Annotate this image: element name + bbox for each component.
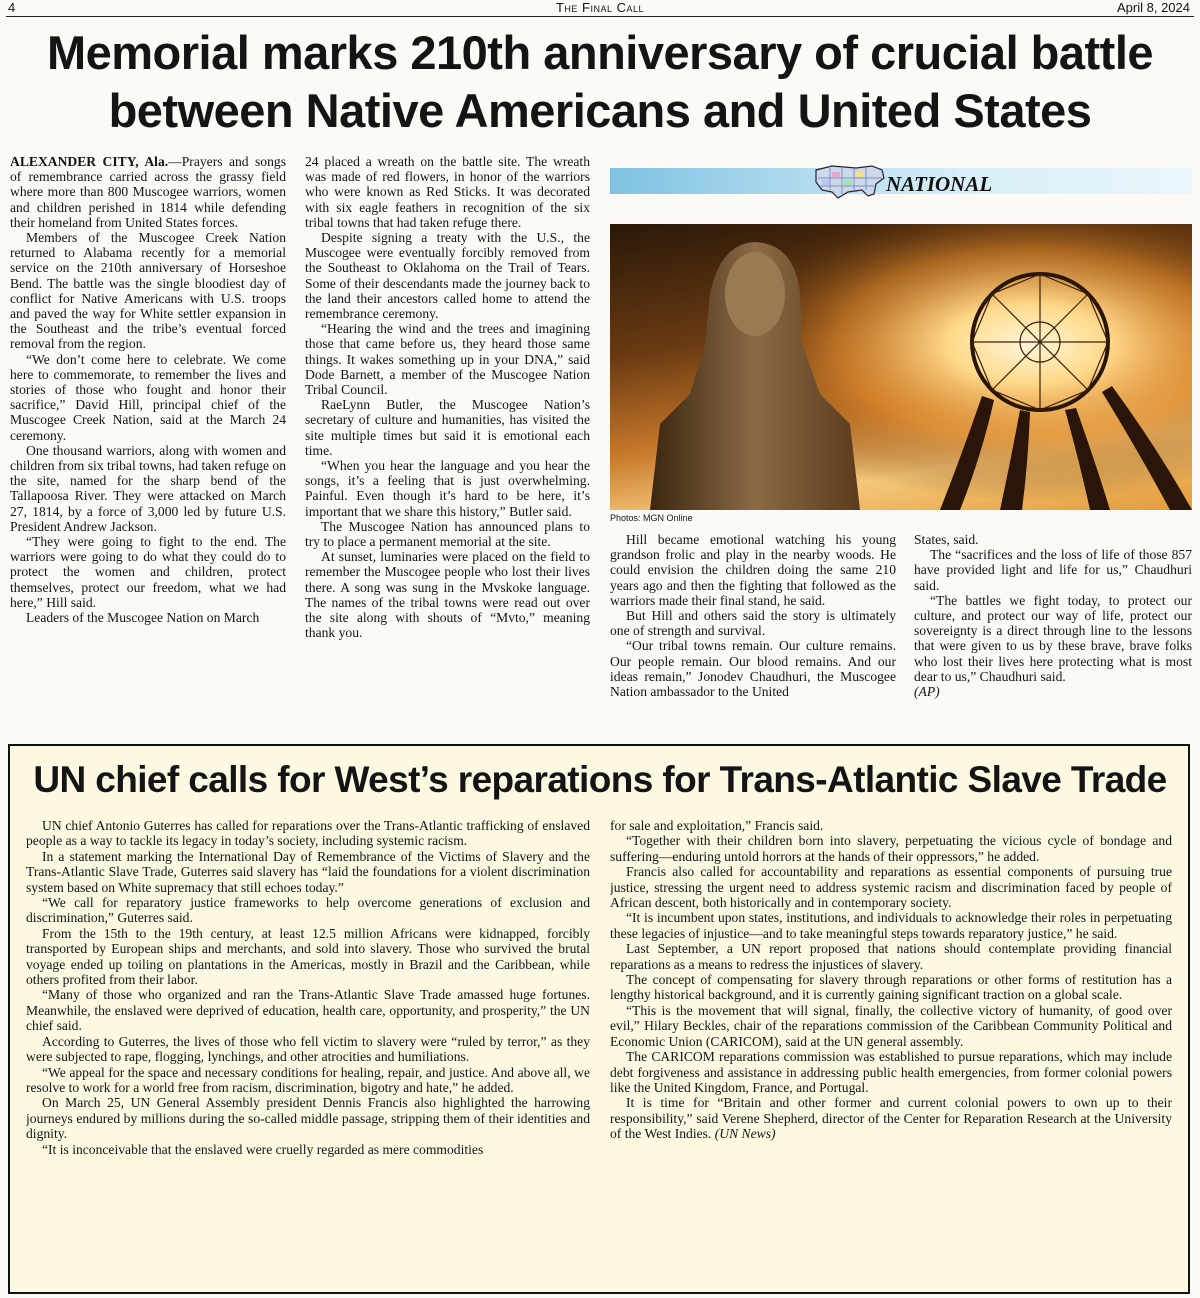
page-number: 4 — [8, 0, 16, 15]
story1-headline-line1: Memorial marks 210th anniversary of crucial battle — [46, 26, 1154, 79]
story1-col4-para: The “sacrifices and the loss of life of those 857 have provided light and life for us,” Chaudhuri said. — [914, 547, 1192, 593]
running-header — [6, 0, 1194, 17]
story2-col2-para: Last September, a UN report proposed that nations should contemplate providing financial reparations as a means to redress the injustices of slavery. — [610, 941, 1172, 972]
story1-column-1 — [10, 154, 286, 734]
issue-date: April 8, 2024 — [1117, 0, 1190, 15]
story1-col3-para: “Our tribal towns remain. Our culture remains. Our people remain. Our blood remains. And our ideas remain,” Jonodev Chaudhuri, the Muscogee Nation ambassador to the United — [610, 638, 896, 700]
story1-col3-para: But Hill and others said the story is ultimately one of strength and survival. — [610, 608, 896, 639]
story2-column-1 — [26, 818, 590, 1288]
story1-column-2 — [305, 154, 590, 734]
story1-column-4 — [914, 532, 1192, 732]
story1-col2-para: At sunset, luminaries were placed on the field to remember the Muscogee people who lost their lives there. A song was sung in the Mvskoke language. The names of the tribal towns were read out over the site along with shouts of “Mvto,” meaning thank you. — [305, 549, 590, 641]
publication-name: The Final Call — [555, 0, 645, 15]
story2-col1-para: UN chief Antonio Guterres has called for reparations over the Trans-Atlantic trafficking of enslaved people as a way to tackle its legacy in today’s society, including systemic racism. — [26, 818, 590, 849]
story1-column-3 — [610, 532, 896, 732]
story1-col2-para: The Muscogee Nation has announced plans to try to place a permanent memorial at the site. — [305, 518, 590, 550]
dateline: ALEXANDER CITY, Ala. — [10, 154, 169, 169]
story1-col4-para: States, said. — [914, 532, 979, 547]
story1-col1-para: “We don’t come here to celebrate. We come here to commemorate, to remember the lives and stories of those who fought and honor their sacrifice,” David Hill, principal chief of the Muscogee Creek Nation, said at the March 24 ceremony. — [10, 351, 286, 443]
story1-col2-para: 24 placed a wreath on the battle site. The wreath was made of red flowers, in honor of the warriors who were known as Red Sticks. It was decorated with six eagle feathers in recognition of the six tribal towns that had taken refuge there. — [305, 154, 590, 230]
section-label: NATIONAL — [886, 172, 993, 196]
story2-col2-para: “It is incumbent upon states, institutions, and individuals to acknowledge their roles in perpetuating these legacies of injustice—and to take meaningful steps towards reparatory justice,” he said. — [610, 910, 1172, 941]
story1-col3-para: Hill became emotional watching his young grandson frolic and play in the nearby woods. He could envision the children doing the same 210 years ago and then the fighting that followed as the warriors made their final stand, he said. — [610, 532, 896, 608]
us-map-icon — [812, 160, 888, 208]
story1-col1-para: Members of the Muscogee Creek Nation returned to Alabama recently for a memorial service on the 210th anniversary of Horseshoe Bend. The battle was the single bloodiest day of conflict for Native Americans with U.S. troops and paved the way for White settler expansion in the Southeast and the tribe’s eventual forced removal from the region. — [10, 230, 286, 352]
story1-col1-para: “They were going to fight to the end. The warriors were going to do what they could do to protect the women and children, protect themselves, protect our freedom, what we had here,” Hill said. — [10, 534, 286, 610]
story2-col2-para: “This is the movement that will signal, finally, the collective victory of humanity, of good over evil,” Hilary Beckles, chair of the reparations commission of the Caribbean Community Political and Economic Union (CARICOM), said at the UN general assembly. — [610, 1002, 1172, 1049]
story1-col1-para: ALEXANDER CITY, Ala.—Prayers and songs of remembrance carried across the grassy field where more than 800 Muscogee warriors, women and children perished in 1814 while defending their homeland from United States forces. — [10, 154, 286, 230]
story1-col2-para: RaeLynn Butler, the Muscogee Nation’s secretary of culture and humanities, has visited the site multiple times but said it is emotional each time. — [305, 397, 590, 458]
story2-col1-para: From the 15th to the 19th century, at least 12.5 million Africans were kidnapped, forcibly transported by European ships and merchants, and sold into slavery. Those who survived the brutal voyage ended up toiling on plantations in the Americas, mostly in Brazil and the Caribbean, while others profited from their labor. — [26, 925, 590, 988]
story2-credit: (UN News) — [714, 1126, 776, 1142]
story1-headline — [0, 24, 1200, 140]
story2-col1-para: “It is inconceivable that the enslaved were cruelly regarded as mere commodities — [42, 1141, 484, 1157]
statue-dreamcatcher-photo — [610, 224, 1192, 510]
story1-col2-para: “When you hear the language and you hear the songs, it’s a feeling that is just overwhelming. Painful. Even though it’s hard to be here, it’s important that we share this history,” Butler said. — [305, 458, 590, 519]
story2-col1-para: “We appeal for the space and necessary conditions for healing, repair, and justice. And above all, we resolve to work for a world free from racism, discrimination, bigotry and hate,” he added. — [26, 1064, 590, 1095]
story2-headline: UN chief calls for West’s reparations for Trans-Atlantic Slave Trade — [33, 759, 1167, 800]
story2-col1-para: “We call for reparatory justice frameworks to help overcome generations of exclusion and discrimination,” Guterres said. — [26, 895, 590, 926]
story2-col1-para: On March 25, UN General Assembly president Dennis Francis also highlighted the harrowing journeys endured by millions during the so-called middle passage, stripping them of their identities and dignity. — [26, 1095, 590, 1142]
story1-col2-para: Despite signing a treaty with the U.S., the Muscogee were eventually forcibly removed from the Southeast to Oklahoma on the Trail of Tears. Some of their descendants made the journey back to the land their ancestors called home to attend the remembrance ceremony. — [305, 230, 590, 322]
story1-col1-para: One thousand warriors, along with women and children from six tribal towns, had taken refuge on the site, named for the sharp bend of the Tallapoosa River. They were attacked on March 27, 1814, by a force of 3,000 led by future U.S. President Andrew Jackson. — [10, 442, 286, 534]
story1-col1-para: Leaders of the Muscogee Nation on March — [26, 610, 260, 626]
photo-credit: Photos: MGN Online — [610, 513, 693, 523]
story2-col2-para: for sale and exploitation,” Francis said. — [610, 818, 824, 833]
story1-col4-para: “The battles we fight today, to protect our culture, and protect our way of life, protect our sovereignty is a direct through line to the lessons that were given to us by these brave, brave folks who lost their lives here protecting what is most dear to us,” Chaudhuri said. — [914, 592, 1192, 684]
story2-col2-para: It is time for “Britain and other former and current colonial powers to own up to their responsibility,” said Verene Shepherd, director of the Center for Reparation Research at the University of the West Indies. (UN News) — [610, 1095, 1172, 1142]
story1-credit: (AP) — [914, 684, 940, 700]
story2-col1-para: According to Guterres, the lives of those who fell victim to slavery were “ruled by terror,” as they were subjected to rape, flogging, lynchings, and other atrocities and humiliations. — [26, 1033, 590, 1065]
story2-col1-para: “Many of those who organized and ran the Trans-Atlantic Slave Trade amassed huge fortunes. Meanwhile, the enslaved were deprived of education, health care, opportunity, and prosperity,” the UN chief said. — [26, 987, 590, 1034]
story2-col2-para: “Together with their children born into slavery, perpetuating the vicious cycle of bondage and suffering—enduring untold horrors at the hands of their oppressors,” he added. — [610, 833, 1172, 864]
story2-col2-para: The concept of compensating for slavery through reparations or other forms of restitution has a lengthy historical background, and it is currently gaining significant traction on a global scale. — [610, 972, 1172, 1003]
story2-col2-para: The CARICOM reparations commission was established to pursue reparations, which may include debt forgiveness and assistance in addressing public health emergencies, from former colonial powers like the United Kingdom, France, and Portugal. — [610, 1049, 1172, 1095]
story1-headline-line2: between Native Americans and United States — [108, 84, 1092, 137]
story2-col2-para: Francis also called for accountability and reparations as essential components of pursuing true justice, stressing the urgent need to address systemic racism and discrimination faced by people of African descent, both historically and in contemporary society. — [610, 864, 1172, 911]
story2-col1-para: In a statement marking the International Day of Remembrance of the Victims of Slavery and the Trans-Atlantic Slave Trade, Guterres said slavery has “laid the foundations for a violent discrimination system based on White supremacy that still echoes today.” — [26, 848, 590, 895]
story2-column-2 — [610, 818, 1172, 1288]
story1-col2-para: “Hearing the wind and the trees and imagining those that came before us, they heard those same things. It wakes something up in your DNA,” said Dode Barnett, a member of the Muscogee Nation Tribal Council. — [305, 321, 590, 398]
